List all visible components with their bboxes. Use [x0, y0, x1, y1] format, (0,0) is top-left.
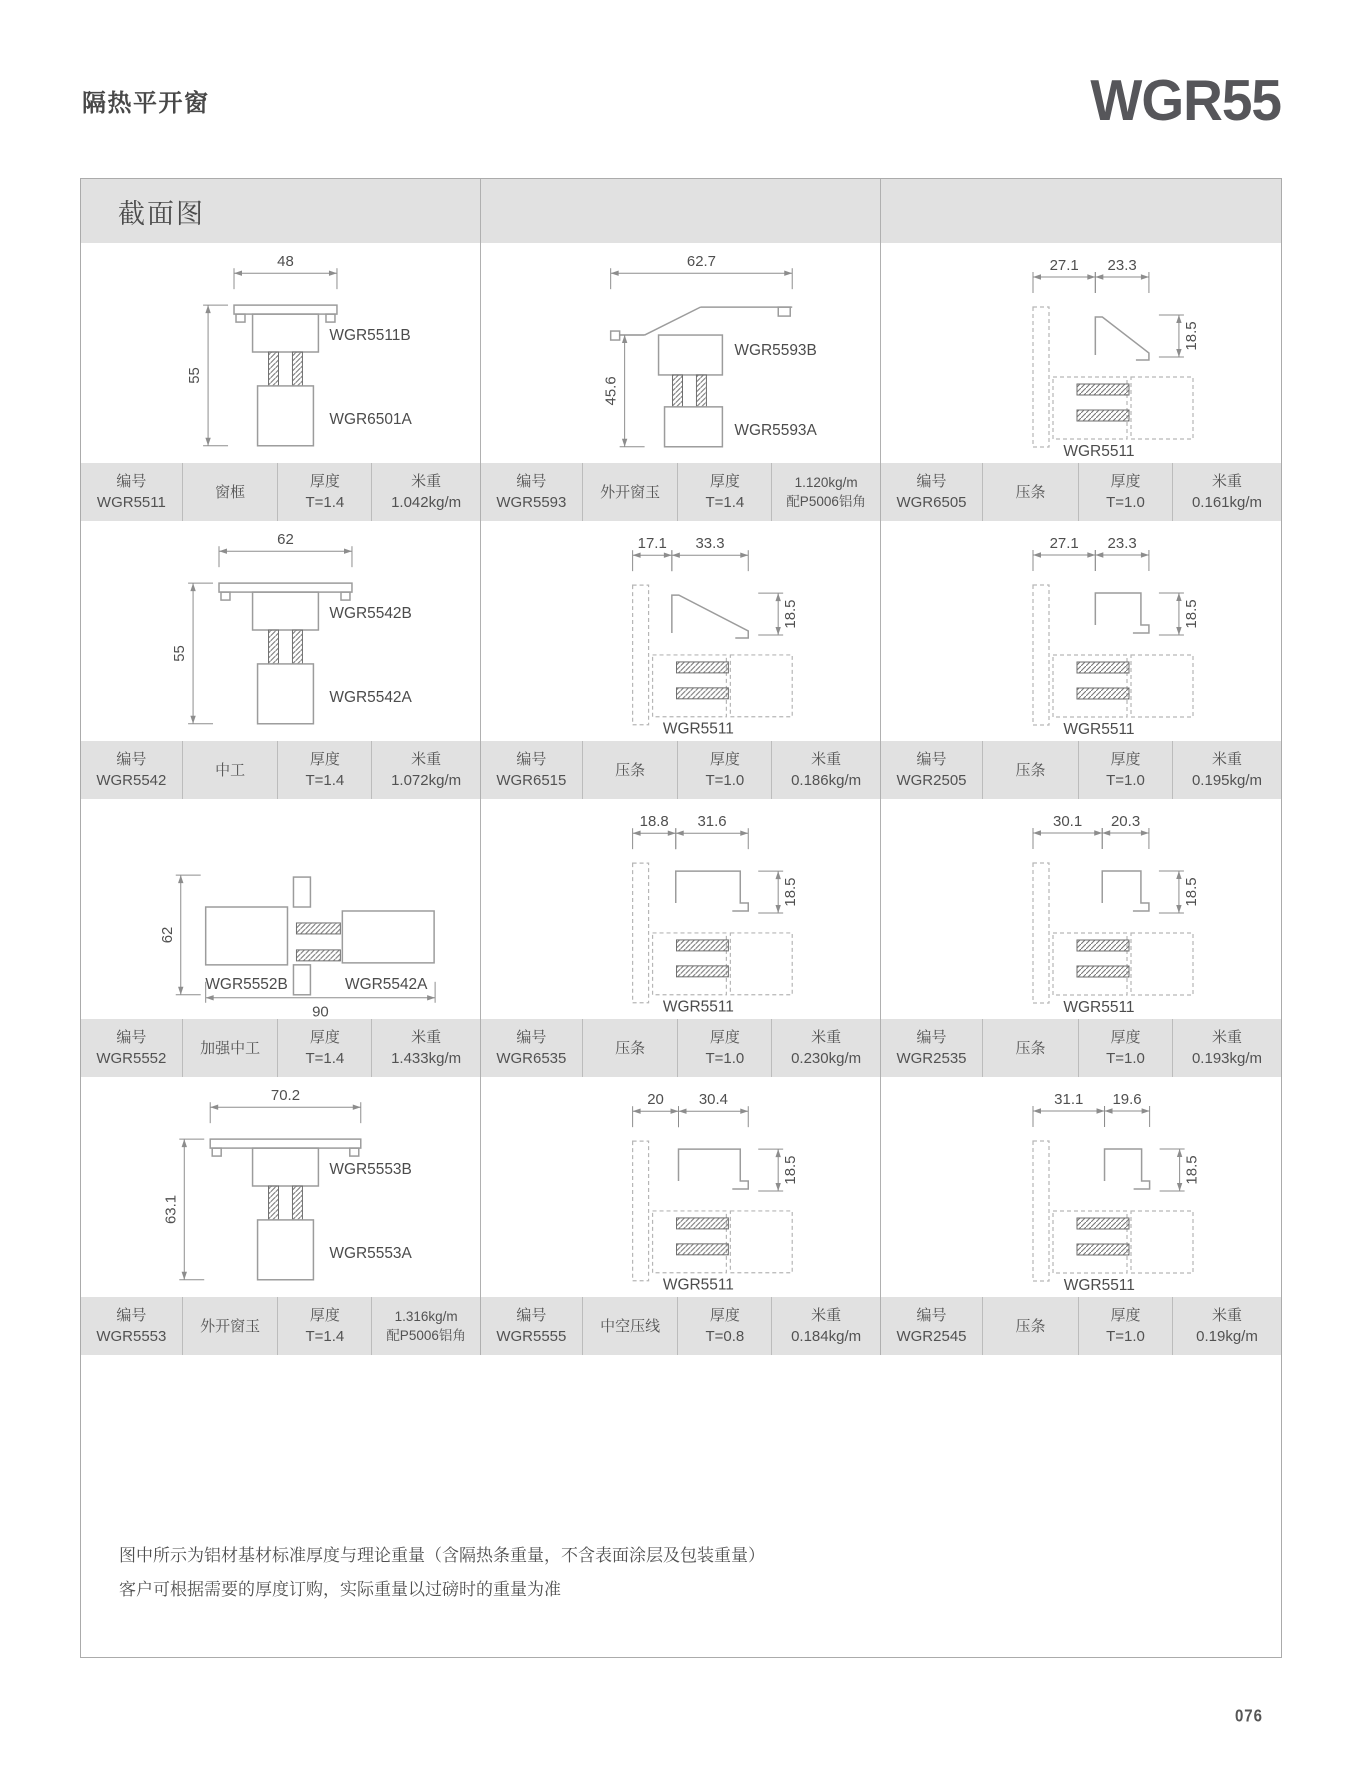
- spec-code-value: WGR6505: [896, 494, 967, 511]
- spec-weight-header: 米重: [811, 1029, 842, 1046]
- spec-thickness-cell: [278, 741, 372, 799]
- spec-code-value: WGR5511: [96, 494, 166, 511]
- spec-name-value: 压条: [1015, 1039, 1046, 1057]
- spec-weight-value: 0.161kg/m: [1191, 494, 1263, 511]
- svg-text:WGR6501A: WGR6501A: [329, 410, 412, 428]
- spec-thickness-header: 厚度: [709, 1029, 740, 1046]
- spec-weight-cell: [772, 1297, 880, 1355]
- drawing-row: [81, 521, 1281, 741]
- spec-weight-value: 0.184kg/m: [791, 1328, 862, 1345]
- section-table-header: [81, 179, 1281, 243]
- spec-code-cell: [481, 741, 583, 799]
- spec-thickness-cell: [678, 1297, 772, 1355]
- spec-thickness-cell: [678, 1019, 772, 1077]
- spec-thickness-cell: [1079, 1297, 1173, 1355]
- spec-code-header: 编号: [916, 1307, 947, 1324]
- spec-thickness-value: T=1.4: [305, 494, 345, 511]
- profile-drawing-cell: [81, 1077, 481, 1297]
- spec-weight-cell: [372, 1019, 480, 1077]
- svg-text:62.7: 62.7: [686, 253, 717, 271]
- spec-code-header: 编号: [916, 1029, 947, 1046]
- spec-weight-header: 米重: [1211, 1029, 1242, 1046]
- spec-name-cell: [183, 741, 279, 799]
- svg-text:63.1: 63.1: [162, 1194, 180, 1224]
- spec-code-cell: [881, 463, 983, 521]
- spec-group: [81, 1019, 481, 1077]
- spec-code-value: WGR6515: [496, 772, 567, 789]
- svg-text:31.6: 31.6: [697, 813, 727, 831]
- spec-weight-cell: [372, 741, 480, 799]
- profile-drawing-cell: [881, 1077, 1281, 1297]
- spec-name-value: 压条: [1015, 761, 1046, 779]
- spec-weight-header: 米重: [411, 751, 442, 768]
- spec-weight-value: 1.316kg/m: [394, 1309, 458, 1324]
- spec-name-cell: [983, 1297, 1079, 1355]
- svg-text:55: 55: [186, 367, 204, 384]
- spec-thickness-cell: [678, 741, 772, 799]
- spec-code-cell: [81, 1297, 183, 1355]
- spec-name-cell: [583, 741, 679, 799]
- spec-thickness-value: T=1.4: [305, 1050, 345, 1067]
- spec-weight-header: 米重: [811, 1307, 842, 1324]
- svg-text:31.1: 31.1: [1054, 1091, 1084, 1108]
- spec-code-cell: [881, 1019, 983, 1077]
- spec-code-header: 编号: [116, 751, 147, 768]
- spec-code-value: WGR2545: [896, 1328, 967, 1345]
- profile-drawing-cell: [81, 799, 481, 1019]
- spec-thickness-value: T=1.4: [305, 772, 345, 789]
- spec-thickness-header: 厚度: [309, 473, 340, 490]
- spec-thickness-value: T=1.0: [705, 772, 745, 789]
- spec-thickness-cell: [678, 463, 772, 521]
- profile-grid: [81, 243, 1281, 1355]
- svg-text:WGR5552B: WGR5552B: [205, 975, 288, 993]
- spec-name-value: 压条: [615, 1039, 646, 1057]
- spec-name-value: 压条: [615, 761, 646, 779]
- spec-weight-cell: [1173, 741, 1281, 799]
- spec-thickness-value: T=1.4: [305, 1328, 345, 1345]
- spec-weight-value: 1.072kg/m: [391, 772, 462, 789]
- spec-weight-cell: [772, 741, 880, 799]
- spec-name-cell: [983, 463, 1079, 521]
- spec-name-value: 窗框: [215, 483, 246, 501]
- spec-weight-header: 米重: [1211, 751, 1242, 768]
- svg-text:20.3: 20.3: [1110, 813, 1141, 830]
- spec-thickness-value: T=0.8: [705, 1328, 745, 1345]
- profile-drawing-cell: [481, 243, 881, 463]
- spec-thickness-value: T=1.0: [705, 1050, 745, 1067]
- spec-weight-header: 米重: [1211, 1307, 1242, 1324]
- svg-text:WGR5542A: WGR5542A: [329, 688, 412, 706]
- spec-thickness-cell: [1079, 463, 1173, 521]
- spec-name-value: 压条: [1015, 1317, 1046, 1335]
- spec-code-value: WGR5552: [96, 1050, 167, 1067]
- svg-text:WGR5553B: WGR5553B: [329, 1161, 412, 1179]
- drawing-row: [81, 799, 1281, 1019]
- spec-code-cell: [481, 1297, 583, 1355]
- spec-code-value: WGR5555: [496, 1328, 567, 1345]
- svg-text:20: 20: [647, 1091, 664, 1109]
- note-line: 客户可根据需要的厚度订购，实际重量以过磅时的重量为准: [119, 1580, 561, 1599]
- svg-text:WGR5553A: WGR5553A: [329, 1244, 412, 1262]
- svg-text:WGR5542A: WGR5542A: [345, 975, 428, 993]
- notes: [81, 1355, 1281, 1657]
- spec-code-header: 编号: [516, 1307, 547, 1324]
- spec-group: [881, 1019, 1281, 1077]
- spec-weight-cell: [772, 463, 880, 521]
- spec-name-cell: [983, 741, 1079, 799]
- svg-text:WGR5542B: WGR5542B: [329, 605, 412, 623]
- spec-thickness-cell: [278, 463, 372, 521]
- drawing-row: [81, 1077, 1281, 1297]
- profile-drawing-cell: [81, 521, 481, 741]
- svg-text:23.3: 23.3: [1107, 257, 1137, 274]
- spec-weight-cell: [372, 463, 480, 521]
- spec-weight-cell: [372, 1297, 480, 1355]
- section-table: [80, 178, 1282, 1658]
- svg-text:18.5: 18.5: [1182, 321, 1200, 351]
- section-drawing: [81, 243, 480, 463]
- spec-weight-value: 0.186kg/m: [791, 772, 862, 789]
- section-drawing: [481, 243, 880, 463]
- section-drawing: [81, 1077, 480, 1297]
- spec-code-header: 编号: [516, 473, 547, 490]
- spec-thickness-cell: [1079, 741, 1173, 799]
- spec-code-header: 编号: [516, 751, 547, 768]
- spec-name-cell: [983, 1019, 1079, 1077]
- svg-text:48: 48: [277, 253, 294, 271]
- svg-text:55: 55: [171, 645, 189, 662]
- svg-text:18.5: 18.5: [1182, 599, 1200, 629]
- section-drawing: [481, 521, 880, 741]
- section-drawing: [481, 1077, 880, 1297]
- spec-code-cell: [481, 463, 583, 521]
- spec-code-value: WGR5553: [96, 1328, 167, 1345]
- svg-text:18.5: 18.5: [1183, 1155, 1201, 1185]
- spec-group: [81, 741, 481, 799]
- spec-weight-value: 1.042kg/m: [391, 494, 462, 511]
- profile-drawing-cell: [81, 243, 481, 463]
- spec-weight-note: 配P5006铝角: [386, 1328, 466, 1343]
- spec-group: [81, 463, 481, 521]
- spec-code-value: WGR5593: [496, 494, 567, 511]
- svg-text:27.1: 27.1: [1049, 257, 1079, 274]
- spec-row: [81, 741, 1281, 799]
- spec-thickness-cell: [278, 1297, 372, 1355]
- spec-weight-note: 配P5006铝角: [786, 494, 866, 509]
- spec-group: [881, 1297, 1281, 1355]
- svg-text:62: 62: [158, 926, 176, 944]
- spec-code-value: WGR2535: [896, 1050, 967, 1067]
- spec-weight-cell: [772, 1019, 880, 1077]
- spec-code-header: 编号: [916, 473, 947, 490]
- spec-code-value: WGR2505: [896, 772, 967, 789]
- spec-weight-header: 米重: [811, 751, 842, 768]
- spec-weight-value: 1.433kg/m: [391, 1050, 462, 1067]
- svg-text:WGR5593B: WGR5593B: [734, 341, 817, 359]
- spec-code-cell: [881, 1297, 983, 1355]
- svg-text:30.1: 30.1: [1053, 813, 1083, 830]
- spec-weight-value: 0.230kg/m: [791, 1050, 862, 1067]
- spec-group: [481, 741, 881, 799]
- spec-thickness-cell: [278, 1019, 372, 1077]
- svg-text:33.3: 33.3: [695, 535, 725, 553]
- spec-weight-header: 米重: [411, 1029, 442, 1046]
- section-header-label: 截面图: [118, 198, 205, 229]
- profile-drawing-cell: [481, 1077, 881, 1297]
- spec-thickness-value: T=1.0: [1106, 1328, 1145, 1345]
- spec-weight-value: 0.195kg/m: [1191, 772, 1263, 789]
- spec-code-value: WGR5542: [96, 772, 167, 789]
- spec-code-cell: [881, 741, 983, 799]
- section-header-cell: [881, 179, 1281, 243]
- profile-drawing-cell: [481, 521, 881, 741]
- svg-text:WGR5511: WGR5511: [662, 1276, 734, 1294]
- spec-group: [481, 1297, 881, 1355]
- profile-drawing-cell: [481, 799, 881, 1019]
- spec-name-cell: [183, 463, 279, 521]
- page-title: 隔热平开窗: [82, 89, 210, 117]
- spec-name-value: 中空压线: [600, 1317, 661, 1335]
- spec-thickness-header: 厚度: [709, 1307, 740, 1324]
- section-drawing: [481, 799, 880, 1019]
- spec-thickness-header: 厚度: [1110, 751, 1141, 768]
- svg-text:90: 90: [312, 1003, 329, 1019]
- spec-code-header: 编号: [516, 1029, 547, 1046]
- profile-drawing-cell: [881, 799, 1281, 1019]
- model-code: WGR55: [1090, 67, 1281, 133]
- svg-text:27.1: 27.1: [1049, 535, 1079, 552]
- spec-row: [81, 1297, 1281, 1355]
- spec-name-value: 加强中工: [200, 1039, 261, 1057]
- section-header-cell: [81, 179, 481, 243]
- svg-text:23.3: 23.3: [1107, 535, 1137, 552]
- svg-text:30.4: 30.4: [698, 1091, 728, 1109]
- spec-weight-cell: [1173, 1019, 1281, 1077]
- section-header-cell: [481, 179, 881, 243]
- spec-group: [881, 741, 1281, 799]
- spec-row: [81, 1019, 1281, 1077]
- section-drawing: [81, 799, 480, 1019]
- spec-code-cell: [81, 741, 183, 799]
- spec-thickness-value: T=1.4: [705, 494, 745, 511]
- section-drawing: [881, 799, 1281, 1019]
- profile-drawing-cell: [881, 521, 1281, 741]
- svg-text:70.2: 70.2: [270, 1087, 301, 1105]
- spec-group: [881, 463, 1281, 521]
- spec-name-cell: [583, 1297, 679, 1355]
- spec-thickness-header: 厚度: [309, 1307, 340, 1324]
- spec-name-value: 外开窗玉: [200, 1317, 261, 1335]
- svg-text:WGR5511: WGR5511: [1063, 999, 1135, 1016]
- spec-thickness-header: 厚度: [709, 751, 740, 768]
- svg-text:WGR5511: WGR5511: [662, 998, 734, 1016]
- spec-thickness-header: 厚度: [1110, 1029, 1141, 1046]
- spec-thickness-value: T=1.0: [1106, 772, 1145, 789]
- section-drawing: [881, 1077, 1281, 1297]
- section-drawing: [81, 521, 480, 741]
- page-number: 076: [1234, 1706, 1263, 1727]
- spec-weight-header: 米重: [1211, 473, 1242, 490]
- spec-thickness-header: 厚度: [309, 1029, 340, 1046]
- spec-name-value: 压条: [1015, 483, 1046, 501]
- spec-code-value: WGR6535: [496, 1050, 567, 1067]
- spec-name-cell: [583, 463, 679, 521]
- spec-thickness-header: 厚度: [309, 751, 340, 768]
- spec-code-cell: [81, 463, 183, 521]
- svg-text:WGR5511: WGR5511: [1063, 721, 1135, 738]
- svg-text:WGR5511B: WGR5511B: [329, 327, 411, 345]
- svg-text:18.8: 18.8: [639, 813, 669, 831]
- spec-name-cell: [183, 1019, 279, 1077]
- spec-thickness-value: T=1.0: [1106, 494, 1145, 511]
- drawing-row: [81, 243, 1281, 463]
- section-drawing: [881, 243, 1281, 463]
- svg-text:WGR5593A: WGR5593A: [734, 421, 817, 439]
- page-header: [82, 58, 1281, 142]
- spec-name-value: 中工: [215, 761, 246, 779]
- spec-name-cell: [583, 1019, 679, 1077]
- svg-text:17.1: 17.1: [637, 535, 667, 553]
- spec-code-header: 编号: [116, 473, 147, 490]
- svg-text:WGR5511: WGR5511: [1063, 1277, 1135, 1294]
- spec-row: [81, 463, 1281, 521]
- spec-weight-value: 1.120kg/m: [794, 475, 858, 490]
- spec-weight-header: 米重: [411, 473, 442, 490]
- svg-text:WGR5511: WGR5511: [1063, 443, 1135, 460]
- spec-group: [81, 1297, 481, 1355]
- svg-text:45.6: 45.6: [602, 376, 620, 406]
- spec-thickness-header: 厚度: [1110, 1307, 1141, 1324]
- note-line: 图中所示为铝材基材标准厚度与理论重量（含隔热条重量，不含表面涂层及包装重量）: [119, 1546, 765, 1565]
- spec-weight-cell: [1173, 1297, 1281, 1355]
- svg-text:19.6: 19.6: [1112, 1091, 1142, 1108]
- svg-text:18.5: 18.5: [782, 877, 800, 907]
- spec-weight-value: 0.19kg/m: [1196, 1328, 1258, 1345]
- spec-code-cell: [81, 1019, 183, 1077]
- svg-text:WGR5511: WGR5511: [662, 720, 734, 738]
- spec-code-cell: [481, 1019, 583, 1077]
- spec-thickness-cell: [1079, 1019, 1173, 1077]
- spec-code-header: 编号: [116, 1029, 147, 1046]
- spec-thickness-header: 厚度: [1110, 473, 1141, 490]
- svg-text:18.5: 18.5: [782, 1155, 800, 1185]
- svg-text:18.5: 18.5: [1182, 877, 1200, 907]
- spec-code-header: 编号: [916, 751, 947, 768]
- spec-weight-value: 0.193kg/m: [1191, 1050, 1263, 1067]
- section-drawing: [881, 521, 1281, 741]
- svg-text:62: 62: [277, 531, 294, 549]
- spec-thickness-header: 厚度: [709, 473, 740, 490]
- spec-name-value: 外开窗玉: [600, 483, 661, 501]
- spec-weight-cell: [1173, 463, 1281, 521]
- svg-text:18.5: 18.5: [782, 599, 800, 629]
- spec-group: [481, 463, 881, 521]
- spec-code-header: 编号: [116, 1307, 147, 1324]
- profile-drawing-cell: [881, 243, 1281, 463]
- spec-name-cell: [183, 1297, 279, 1355]
- spec-group: [481, 1019, 881, 1077]
- spec-thickness-value: T=1.0: [1106, 1050, 1145, 1067]
